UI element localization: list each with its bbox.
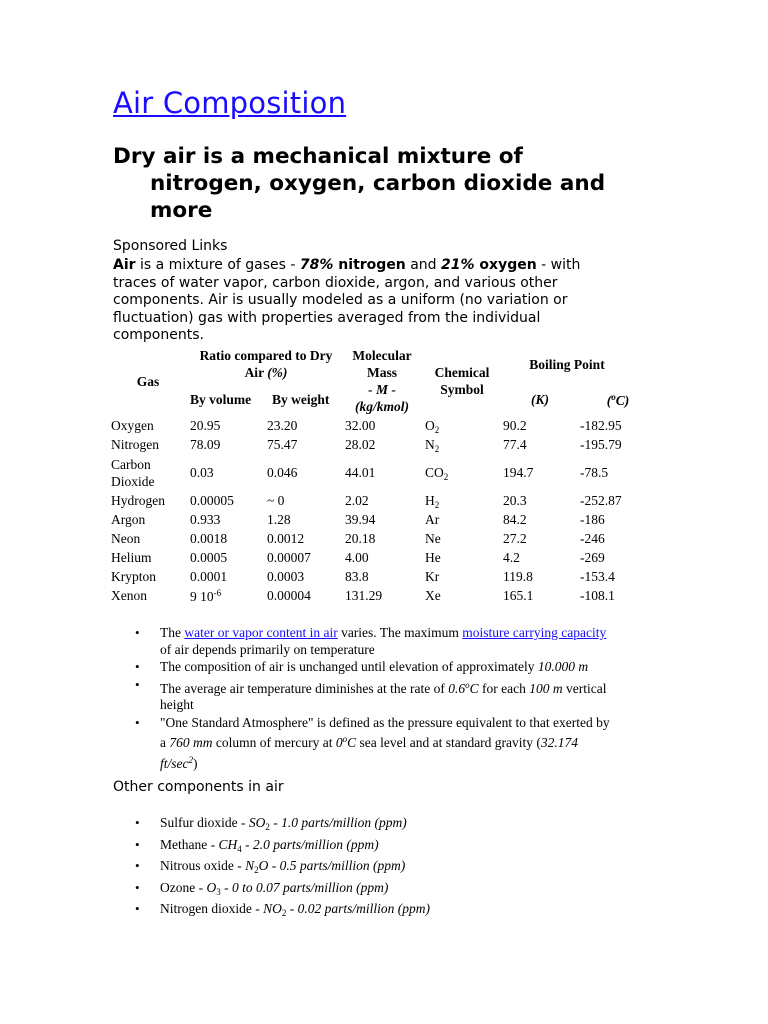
- cell-molar-mass: 2.02: [345, 493, 369, 508]
- list-item: • Methane - $CH_4 - 2.0$ parts/million (ppm): [135, 837, 555, 858]
- cell-molar-mass: 131.29: [345, 588, 383, 603]
- intro-line: traces of water vapor, carbon dioxide, argon, and various other: [113, 274, 558, 291]
- intro-paragraph: [113, 257, 633, 345]
- cell-volume: 9 $10^{-6}$: [190, 588, 222, 604]
- cell-weight: 0.00004: [267, 588, 311, 603]
- intro-nitrogen: nitrogen: [333, 257, 406, 273]
- cell-volume: 0.03: [190, 465, 214, 480]
- cell-boiling-c: -246: [580, 531, 605, 546]
- cell-symbol: $N_2$: [425, 437, 440, 454]
- cell-volume: 0.0005: [190, 550, 228, 565]
- intro-line: fluctuation) gas with properties averaged from the individual: [113, 309, 541, 326]
- cell-weight: ~ 0: [267, 493, 285, 508]
- subtitle-line: nitrogen, oxygen, carbon dioxide and: [150, 171, 606, 196]
- cell-symbol: $H_2$: [425, 493, 440, 510]
- intro-and: and: [405, 257, 442, 273]
- cell-symbol: Xe: [425, 588, 441, 603]
- subtitle-line: Dry air is a mechanical mixture of: [113, 144, 523, 169]
- cell-weight: 75.47: [267, 437, 298, 452]
- intro-line: components. Air is usually modeled as a uniform (no variation or: [113, 292, 568, 308]
- subtitle-line: more: [150, 198, 213, 223]
- page-title[interactable]: Air Composition: [113, 86, 347, 120]
- cell-volume: 0.0001: [190, 569, 228, 584]
- cell-gas: Oxygen: [111, 418, 154, 433]
- cell-gas: Nitrogen: [111, 437, 159, 452]
- cell-boiling-k: 4.2: [503, 550, 520, 565]
- list-item: • "One Standard Atmosphere" is defined as the pressure equivalent to that exerted by a 760 mm column of mercury at 0$^o$C sea level and at standard gravity (32.174 $ft/\sec^2$): [135, 715, 675, 773]
- cell-boiling-c: -186: [580, 512, 605, 527]
- cell-symbol: He: [425, 550, 441, 565]
- cell-weight: 0.0012: [267, 531, 305, 546]
- cell-weight: 0.0003: [267, 569, 305, 584]
- cell-boiling-k: 194.7: [503, 465, 534, 480]
- cell-molar-mass: 44.01: [345, 465, 376, 480]
- cell-boiling-c: -269: [580, 550, 605, 565]
- cell-gas: Xenon: [111, 588, 147, 603]
- cell-gas: Hydrogen: [111, 493, 165, 508]
- cell-boiling-c: -252.87: [580, 493, 622, 508]
- cell-boiling-c: -153.4: [580, 569, 615, 584]
- cell-weight: 0.00007: [267, 550, 311, 565]
- cell-volume: 20.95: [190, 418, 221, 433]
- water-vapor-link[interactable]: water or vapor content in air: [184, 625, 338, 640]
- sponsored-links-label: Sponsored Links: [113, 238, 228, 254]
- list-item: • The average air temperature diminishes at the rate of 0.6$^o$C for each 100 m vertical height: [135, 677, 675, 714]
- intro-air: Air: [113, 257, 136, 273]
- list-item: • Nitrous oxide - $N_2O - 0.5$ parts/million (ppm): [135, 858, 555, 879]
- list-item: • The composition of air is unchanged until elevation of approximately 10.000 m: [135, 659, 675, 676]
- header-by-weight: By weight: [272, 392, 330, 407]
- other-components-heading: Other components in air: [113, 779, 284, 795]
- cell-volume: 78.09: [190, 437, 221, 452]
- cell-volume: 0.0018: [190, 531, 228, 546]
- cell-boiling-k: 77.4: [503, 437, 527, 452]
- header-kelvin: (K): [531, 392, 549, 407]
- cell-boiling-c: -78.5: [580, 465, 609, 480]
- cell-boiling-c: -182.95: [580, 418, 622, 433]
- list-item: • Ozone - $O_3 - 0$ to 0.07 parts/million (ppm): [135, 880, 555, 901]
- header-chemical-symbol: Chemical Symbol: [434, 365, 490, 397]
- other-components-list: [135, 815, 555, 923]
- intro-pct-nitrogen: 78%: [299, 257, 334, 273]
- cell-gas: Carbon Dioxide: [111, 457, 155, 489]
- intro-text: - with: [536, 257, 581, 273]
- cell-boiling-k: 90.2: [503, 418, 527, 433]
- cell-boiling-k: 27.2: [503, 531, 527, 546]
- list-item: • Nitrogen dioxide - $NO_2 - 0.02$ parts/million (ppm): [135, 901, 555, 922]
- moisture-capacity-link[interactable]: moisture carrying capacity: [462, 625, 607, 640]
- intro-pct-oxygen: 21%: [441, 257, 475, 273]
- cell-boiling-k: 84.2: [503, 512, 527, 527]
- cell-volume: 0.00005: [190, 493, 234, 508]
- intro-line: [113, 257, 633, 275]
- cell-gas: Helium: [111, 550, 152, 565]
- header-ratio: Ratio compared to Dry Air (%): [199, 348, 333, 380]
- header-celsius: ($^o$C): [606, 392, 630, 408]
- cell-volume: 0.933: [190, 512, 221, 527]
- cell-molar-mass: 39.94: [345, 512, 376, 527]
- cell-molar-mass: 83.8: [345, 569, 369, 584]
- intro-line: components.: [113, 327, 204, 343]
- cell-gas: Argon: [111, 512, 146, 527]
- cell-symbol: $CO_2$: [425, 465, 449, 482]
- header-gas: Gas: [136, 374, 160, 389]
- header-by-volume: By volume: [190, 392, 252, 407]
- cell-boiling-k: 165.1: [503, 588, 534, 603]
- cell-weight: 1.28: [267, 512, 291, 527]
- header-boiling-point: Boiling Point: [529, 357, 605, 372]
- cell-symbol: Ne: [425, 531, 441, 546]
- cell-weight: 0.046: [267, 465, 298, 480]
- intro-text: is a mixture of gases -: [135, 257, 300, 273]
- cell-boiling-c: -108.1: [580, 588, 615, 603]
- cell-boiling-k: 20.3: [503, 493, 527, 508]
- cell-molar-mass: 20.18: [345, 531, 376, 546]
- cell-boiling-c: -195.79: [580, 437, 622, 452]
- cell-boiling-k: 119.8: [503, 569, 533, 584]
- cell-gas: Neon: [111, 531, 141, 546]
- cell-weight: 23.20: [267, 418, 298, 433]
- page-subtitle: [113, 143, 673, 224]
- cell-molar-mass: 28.02: [345, 437, 376, 452]
- header-molecular-mass: Molecular Mass - M - (kg/kmol): [352, 348, 412, 414]
- cell-molar-mass: 4.00: [345, 550, 369, 565]
- cell-symbol: Kr: [425, 569, 440, 584]
- list-item: • The water or vapor content in air varies. The maximum moisture carrying capacity of air depends primarily on temperature: [135, 625, 675, 658]
- facts-list: [135, 625, 675, 773]
- list-item: • Sulfur dioxide - $SO_2 - 1.0$ parts/million (ppm): [135, 815, 555, 836]
- cell-molar-mass: 32.00: [345, 418, 376, 433]
- cell-symbol: Ar: [425, 512, 440, 527]
- cell-gas: Krypton: [111, 569, 156, 584]
- cell-symbol: $O_2$: [425, 418, 440, 435]
- intro-oxygen: oxygen: [474, 257, 537, 273]
